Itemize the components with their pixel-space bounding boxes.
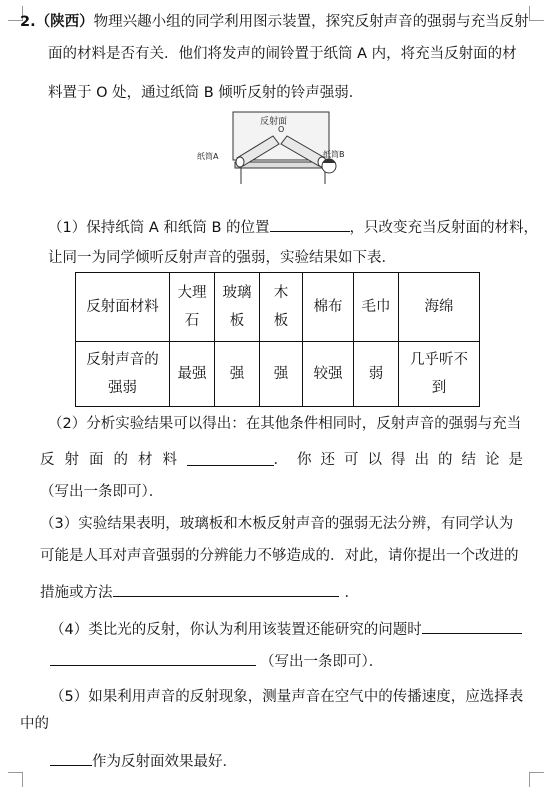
answer-blank-4a[interactable] (422, 618, 522, 634)
question-intro-line-1 (20, 12, 529, 32)
table-cell (260, 273, 303, 342)
tube-b-label: 纸筒B (323, 150, 345, 159)
part2-line-2 (40, 450, 532, 470)
table-cell: 最强 (170, 342, 215, 407)
part5-line-1: （5）如果利用声音的反射现象，测量声音在空气中的传播速度，应选择表 (50, 689, 524, 705)
results-table (75, 272, 480, 407)
table-cell-text: 玻璃板 (222, 285, 252, 329)
part1-line-1 (48, 216, 538, 238)
part3-text: 措施或方法 (40, 585, 113, 601)
reflector-panel-label: 反射面 (260, 117, 288, 127)
part4-line-1 (50, 618, 522, 640)
crop-mark-bottom-left (8, 772, 23, 787)
part3-line-2: 可能是人耳对声音强弱的分辨能力不够造成的．对此，请你提出一个改进的 (40, 548, 519, 564)
table-cell: 海绵 (399, 273, 480, 342)
crop-mark-bottom-right (529, 772, 544, 787)
part3-line-3 (40, 581, 359, 603)
table-cell (215, 273, 260, 342)
part3-line-1: （3）实验结果表明，玻璃板和木板反射声音的强弱无法分辨，有同学认为 (40, 516, 514, 532)
part5-line-2: 中的 (20, 716, 49, 732)
answer-blank-1[interactable] (270, 216, 350, 232)
table-cell-text: 大理石 (177, 285, 207, 329)
part1-text-a: （1）保持纸筒 A 和纸筒 B 的位置 (48, 220, 270, 236)
question-number: 2. (20, 14, 36, 30)
apparatus-figure (195, 108, 355, 188)
part2-text-b: ．你还可以得出的结论是 (273, 452, 532, 468)
table-cell (399, 342, 480, 407)
part4-text: （4）类比光的反射，你认为利用该装置还能研究的问题时 (50, 622, 422, 638)
table-cell-text: 几乎听不到 (410, 352, 468, 396)
answer-blank-5[interactable] (50, 750, 92, 766)
crop-mark-top-right (529, 6, 544, 21)
table-cell: 毛巾 (354, 273, 399, 342)
part1-line-2: 让同一为同学倾听反射声音的强弱，实验结果如下表． (48, 250, 396, 266)
part5-line-3 (50, 750, 237, 772)
part2-line-3: （写出一条即可）． (40, 484, 164, 500)
table-cell: 较强 (303, 342, 354, 407)
question-source: （陕西） (35, 14, 94, 30)
table-header-row (76, 273, 480, 342)
table-data-row (76, 342, 480, 407)
part5-text: 作为反射面效果最好． (92, 754, 237, 770)
part4-line-2 (50, 650, 383, 672)
listener-head-icon (322, 159, 336, 173)
part1-text-b: ，只改变充当反射面的材料， (349, 220, 539, 236)
table-cell (170, 273, 215, 342)
answer-blank-3[interactable] (113, 581, 339, 597)
tube-a-label: 纸筒A (197, 152, 219, 161)
table-cell: 反射面材料 (76, 273, 170, 342)
table-cell (76, 342, 170, 407)
table-cell: 弱 (354, 342, 399, 407)
answer-blank-4b[interactable] (50, 650, 256, 666)
answer-blank-2[interactable] (187, 450, 274, 466)
table-cell-text: 反射声音的强弱 (86, 352, 159, 396)
part3-text-end: ． (344, 585, 359, 601)
table-cell-text: 木板 (273, 285, 289, 329)
part2-line-1: （2）分析实验结果可以得出：在其他条件相同时，反射声音的强弱与充当 (48, 416, 522, 432)
table-cell: 棉布 (303, 273, 354, 342)
part4-text-end: （写出一条即可）． (260, 654, 384, 670)
table-cell: 强 (215, 342, 260, 407)
part2-text-a: 反射面的材料 (40, 452, 187, 468)
intro-text-1: 物理兴趣小组的同学利用图示装置，探究反射声音的强弱与充当反射 (93, 14, 529, 30)
table-cell: 强 (260, 342, 303, 407)
question-intro-line-2: 面的材料是否有关．他们将发声的闹铃置于纸筒 A 内，将充当反射面的材 (48, 46, 517, 62)
point-o-label: O (278, 125, 285, 134)
question-intro-line-3: 料置于 O 处，通过纸筒 B 倾听反射的铃声强弱． (48, 85, 364, 101)
